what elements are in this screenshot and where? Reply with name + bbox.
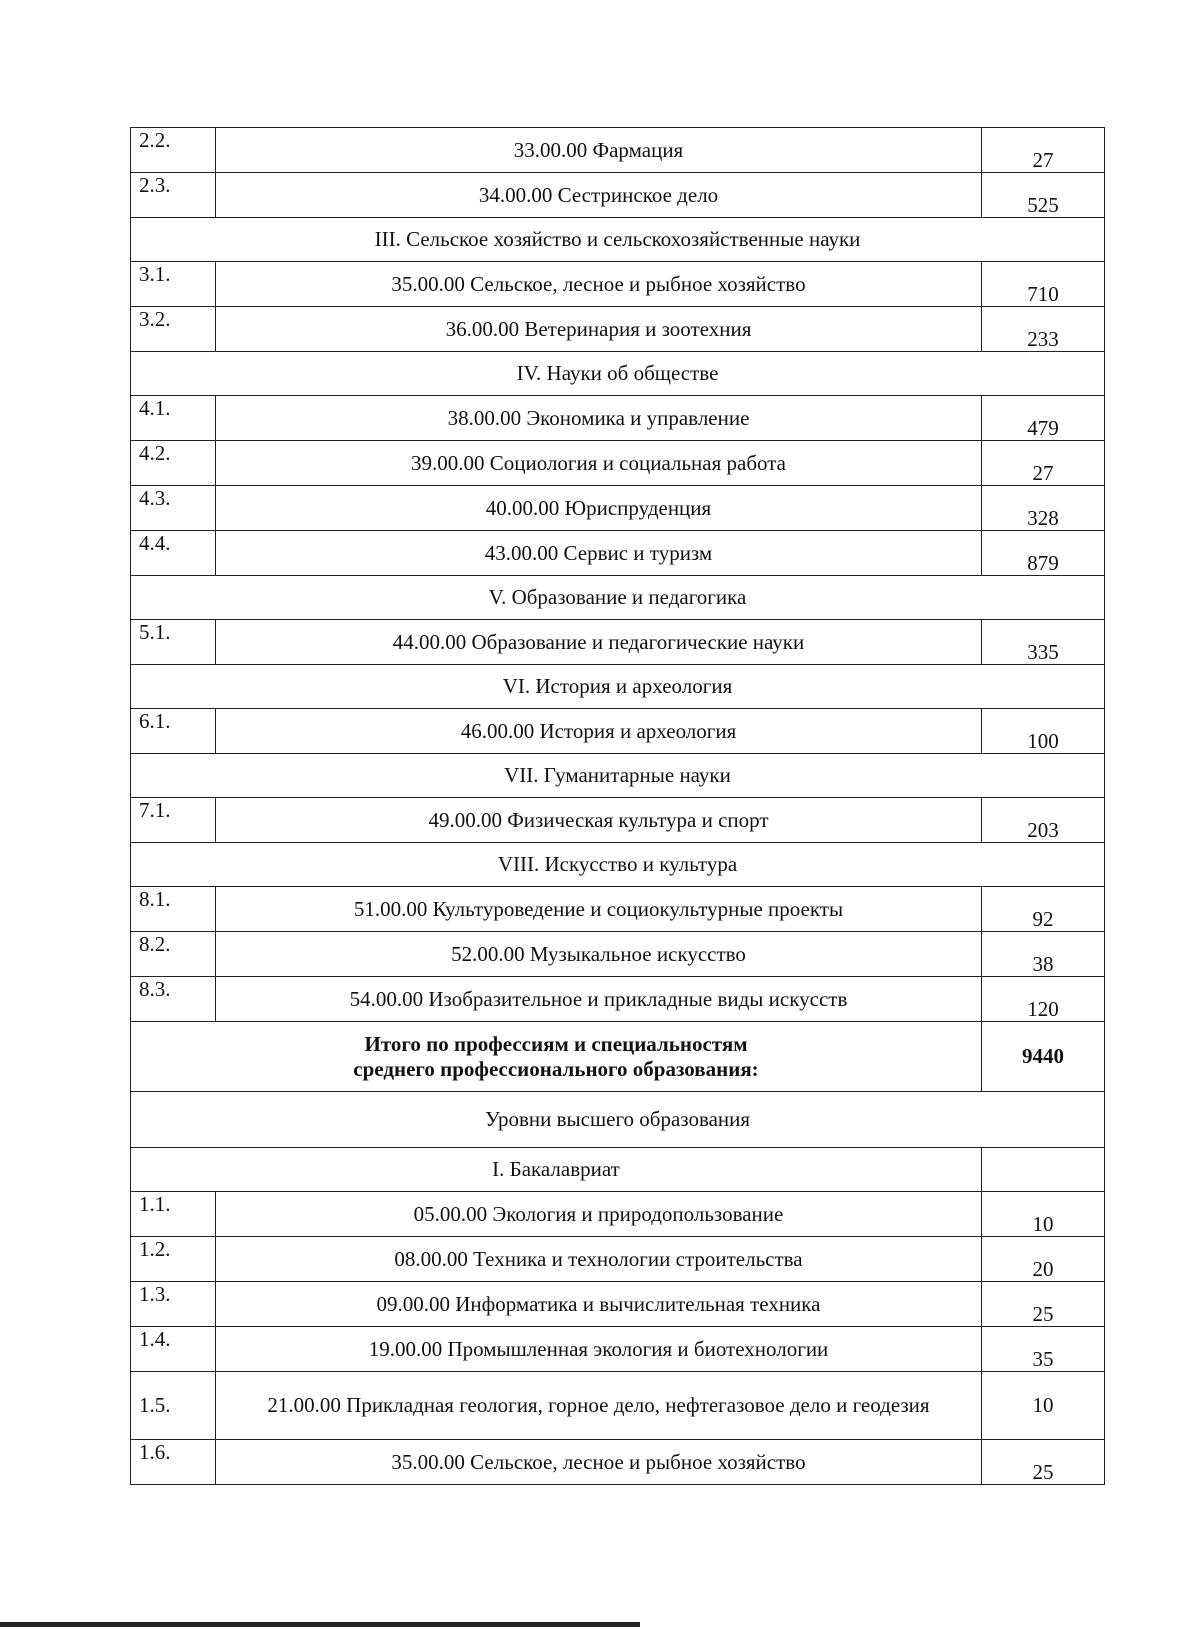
table-row <box>131 173 1105 218</box>
row-specialty: 43.00.00 Сервис и туризм <box>216 531 982 576</box>
row-value: 120 <box>982 977 1105 1022</box>
section-row <box>131 665 1105 709</box>
row-number: 7.1. <box>131 798 216 843</box>
table-row <box>131 887 1105 932</box>
row-number: 3.1. <box>131 262 216 307</box>
row-number: 4.3. <box>131 486 216 531</box>
row-value: 335 <box>982 620 1105 665</box>
scan-edge-line <box>0 1622 640 1627</box>
row-number: 2.3. <box>131 173 216 218</box>
table-row <box>131 307 1105 352</box>
section-row <box>131 352 1105 396</box>
row-number: 2.2. <box>131 128 216 173</box>
row-value: 35 <box>982 1327 1105 1372</box>
table-row <box>131 486 1105 531</box>
row-specialty: 40.00.00 Юриспруденция <box>216 486 982 531</box>
table-row <box>131 262 1105 307</box>
row-value: 27 <box>982 128 1105 173</box>
row-specialty: 38.00.00 Экономика и управление <box>216 396 982 441</box>
table-row <box>131 620 1105 665</box>
row-number: 8.2. <box>131 932 216 977</box>
row-specialty: 39.00.00 Социология и социальная работа <box>216 441 982 486</box>
row-value: 203 <box>982 798 1105 843</box>
row-value: 525 <box>982 173 1105 218</box>
row-specialty: 44.00.00 Образование и педагогические науки <box>216 620 982 665</box>
total-label-line2: среднего профессионального образования: <box>353 1056 759 1081</box>
row-number: 8.1. <box>131 887 216 932</box>
row-value: 20 <box>982 1237 1105 1282</box>
row-value: 25 <box>982 1440 1105 1485</box>
section-row <box>131 576 1105 620</box>
row-value: 25 <box>982 1282 1105 1327</box>
subsection-row <box>131 1148 1105 1192</box>
table-row <box>131 932 1105 977</box>
row-specialty: 35.00.00 Сельское, лесное и рыбное хозяйство <box>216 262 982 307</box>
row-specialty: 08.00.00 Техника и технологии строительства <box>216 1237 982 1282</box>
table-row <box>131 1237 1105 1282</box>
row-value: 10 <box>982 1372 1105 1440</box>
table-row <box>131 1440 1105 1485</box>
row-value: 233 <box>982 307 1105 352</box>
specialties-table <box>130 127 1105 1485</box>
table-row <box>131 531 1105 576</box>
row-specialty: 46.00.00 История и археология <box>216 709 982 754</box>
section-title: VIII. Искусство и культура <box>131 843 1105 887</box>
row-value: 27 <box>982 441 1105 486</box>
row-value: 328 <box>982 486 1105 531</box>
table-body <box>131 128 1105 1485</box>
section-title: VII. Гуманитарные науки <box>131 754 1105 798</box>
table-row <box>131 1327 1105 1372</box>
total-value: 9440 <box>982 1022 1105 1092</box>
row-number: 3.2. <box>131 307 216 352</box>
row-specialty: 21.00.00 Прикладная геология, горное дело, нефтегазовое дело и геодезия <box>216 1372 982 1440</box>
row-specialty: 35.00.00 Сельское, лесное и рыбное хозяйство <box>216 1440 982 1485</box>
row-specialty: 33.00.00 Фармация <box>216 128 982 173</box>
row-number: 1.6. <box>131 1440 216 1485</box>
row-specialty: 54.00.00 Изобразительное и прикладные виды искусств <box>216 977 982 1022</box>
total-label <box>131 1022 982 1092</box>
row-number: 1.4. <box>131 1327 216 1372</box>
row-specialty: 52.00.00 Музыкальное искусство <box>216 932 982 977</box>
row-number: 1.5. <box>131 1372 216 1440</box>
subsection-value-cell <box>982 1148 1105 1192</box>
row-value: 92 <box>982 887 1105 932</box>
section-row <box>131 218 1105 262</box>
total-label-line1: Итого по профессиям и специальностям <box>364 1032 748 1057</box>
row-specialty: 19.00.00 Промышленная экология и биотехнологии <box>216 1327 982 1372</box>
levels-row <box>131 1092 1105 1148</box>
total-row <box>131 1022 1105 1092</box>
table-row <box>131 128 1105 173</box>
row-number: 6.1. <box>131 709 216 754</box>
row-specialty: 49.00.00 Физическая культура и спорт <box>216 798 982 843</box>
row-specialty: 09.00.00 Информатика и вычислительная техника <box>216 1282 982 1327</box>
row-number: 4.2. <box>131 441 216 486</box>
row-number: 5.1. <box>131 620 216 665</box>
row-value: 479 <box>982 396 1105 441</box>
row-number: 1.3. <box>131 1282 216 1327</box>
table-row <box>131 396 1105 441</box>
row-value: 879 <box>982 531 1105 576</box>
table-row <box>131 798 1105 843</box>
table-row <box>131 977 1105 1022</box>
row-value: 10 <box>982 1192 1105 1237</box>
section-title: V. Образование и педагогика <box>131 576 1105 620</box>
section-title: VI. История и археология <box>131 665 1105 709</box>
section-title: IV. Науки об обществе <box>131 352 1105 396</box>
table-row <box>131 709 1105 754</box>
row-specialty: 05.00.00 Экология и природопользование <box>216 1192 982 1237</box>
table-row <box>131 441 1105 486</box>
row-number: 4.1. <box>131 396 216 441</box>
levels-title: Уровни высшего образования <box>131 1092 1105 1148</box>
table-row <box>131 1192 1105 1237</box>
row-specialty: 36.00.00 Ветеринария и зоотехния <box>216 307 982 352</box>
table-row <box>131 1282 1105 1327</box>
row-specialty: 34.00.00 Сестринское дело <box>216 173 982 218</box>
row-number: 4.4. <box>131 531 216 576</box>
section-row <box>131 843 1105 887</box>
row-value: 710 <box>982 262 1105 307</box>
table-row <box>131 1372 1105 1440</box>
row-specialty: 51.00.00 Культуроведение и социокультурные проекты <box>216 887 982 932</box>
subsection-title: I. Бакалавриат <box>131 1148 982 1192</box>
row-number: 8.3. <box>131 977 216 1022</box>
row-value: 38 <box>982 932 1105 977</box>
section-title: III. Сельское хозяйство и сельскохозяйственные науки <box>131 218 1105 262</box>
row-value: 100 <box>982 709 1105 754</box>
row-number: 1.1. <box>131 1192 216 1237</box>
section-row <box>131 754 1105 798</box>
row-number: 1.2. <box>131 1237 216 1282</box>
